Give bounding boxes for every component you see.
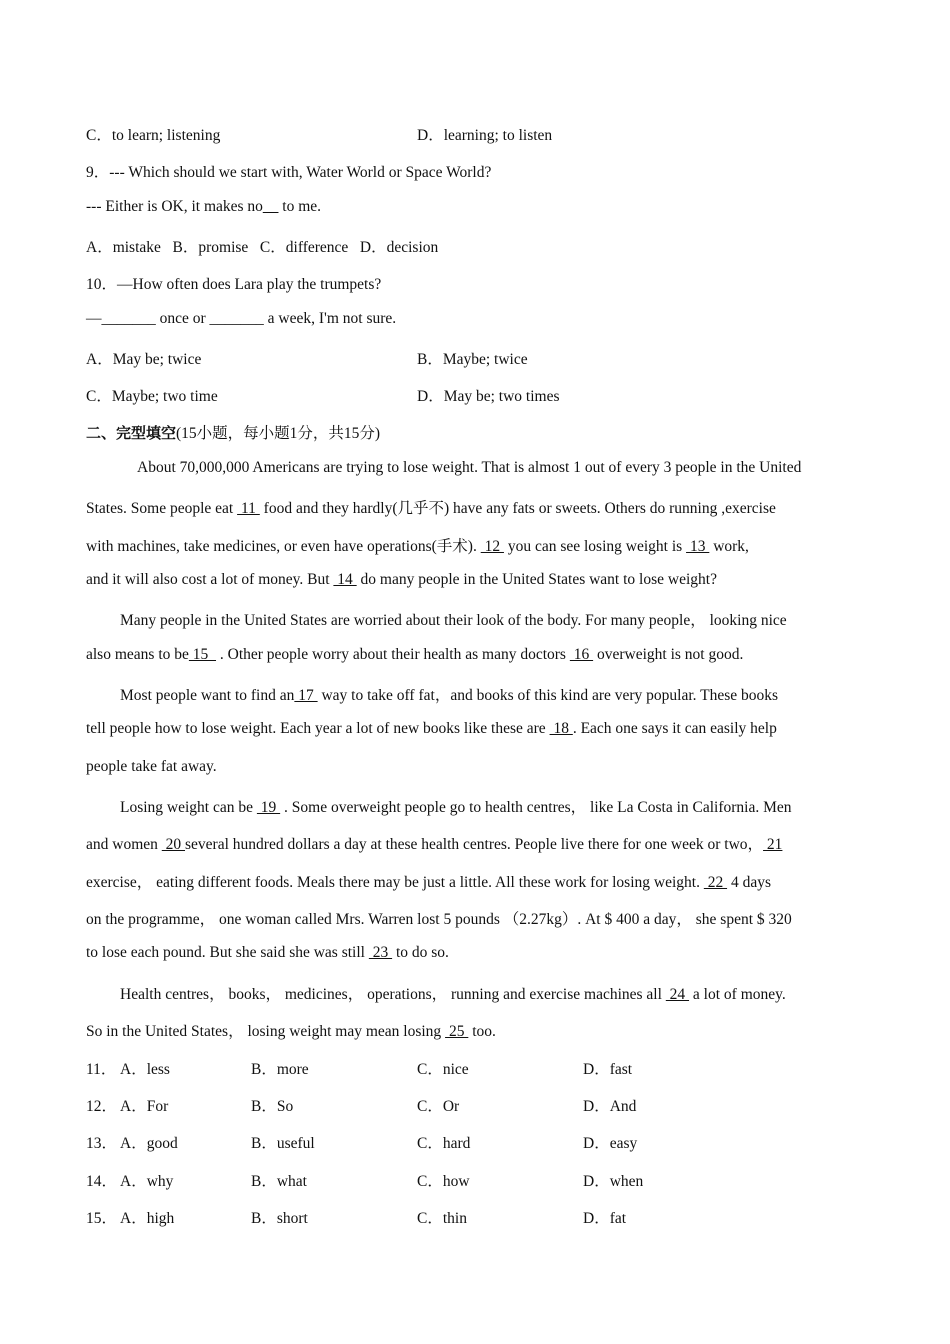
passage-text: Health centres， books， medicines， operations， running and exercise machines all [120,986,666,1003]
blank-16: 16 [569,646,594,663]
passage-text: . Other people worry about their health as many doctors [216,646,570,663]
blank-21: 21 [763,836,783,853]
passage-line-7 [120,683,778,705]
option-b: B．So [251,1098,294,1115]
q10-reply [86,310,396,328]
passage-text: So in the United States， losing weight may mean losing [86,1023,446,1040]
option-a: A．less [120,1061,170,1078]
passage-line-6 [86,646,743,664]
passage-line-12 [86,870,771,892]
passage-line-10 [120,795,792,817]
q9-reply [86,198,321,216]
passage-text: with machines, take medicines, or even have operations(手术). [86,538,481,555]
q9-blank: __ [262,198,279,215]
blank-18: 18 [549,720,573,737]
question-number: 11． [86,1061,117,1078]
passage-text: . Some overweight people go to health centres， like La Costa in California. Men [280,799,792,816]
passage-text: States. Some people eat [86,500,238,517]
passage-text: exercise， eating different foods. Meals there may be just a little. All these work for losing weight. [86,874,704,891]
blank-12: 12 [480,538,504,555]
blank-15: 15 [188,646,217,663]
q9-reply-text-b: to me. [278,198,322,215]
section-2-heading [86,421,380,443]
question-number: 14． [86,1173,118,1190]
q10-option-c: C．Maybe; two time [86,388,218,405]
q8-option-d: D．learning; to listen [417,127,553,144]
q10-option-a: A．May be; twice [86,351,202,368]
passage-text: and it will also cost a lot of money. But [86,571,334,588]
q10-blank-2: _______ [209,310,264,327]
passage-line-14 [86,944,449,962]
blank-20: 20 [161,836,186,853]
passage-line-9: people take fat away. [86,758,217,775]
passage-line-11 [86,832,782,854]
option-a: A．good [120,1135,178,1152]
blank-22: 22 [703,874,728,891]
passage-line-2 [86,496,776,518]
passage-text: tell people how to lose weight. Each year a lot of new books like these are [86,720,550,737]
passage-text: food and they hardly(几乎不) have any fats or sweets. Others do running ,exercise [259,500,776,517]
option-d: D．fast [583,1061,633,1078]
passage-text: a lot of money. [689,986,786,1003]
passage-line-16 [86,1019,496,1041]
blank-11: 11 [237,500,260,517]
passage-text: too. [468,1023,496,1040]
passage-text: also means to be [86,646,189,663]
option-d: D．when [583,1173,644,1190]
blank-23: 23 [368,944,393,961]
option-c: C．hard [417,1135,471,1152]
q8-option-c: C．to learn; listening [86,127,221,144]
q10-stem: 10．—How often does Lara play the trumpets? [86,276,382,293]
option-a: A．For [120,1098,169,1115]
passage-line-8 [86,720,777,738]
passage-text: way to take off fat，and books of this kind are very popular. These books [317,687,779,704]
passage-text: . Each one says it can easily help [572,720,777,737]
option-b: B．what [251,1173,307,1190]
option-b: B．short [251,1210,308,1227]
blank-19: 19 [256,799,281,816]
option-a: A．why [120,1173,174,1190]
blank-14: 14 [333,571,357,588]
passage-text: Losing weight can be [120,799,257,816]
blank-13: 13 [686,538,710,555]
section-2-note: (15小题，每小题1分，共15分) [176,425,381,442]
q9-reply-text-a: --- Either is OK, it makes no [86,198,263,215]
q9-stem: 9．--- Which should we start with, Water World or Space World? [86,164,492,181]
passage-text: you can see losing weight is [503,538,687,555]
passage-line-1: About 70,000,000 Americans are trying to lose weight. That is almost 1 out of every 3 people in the United [137,459,802,476]
q10-reply-mid: once or [155,310,210,327]
option-c: C．how [417,1173,470,1190]
passage-text: 4 days [727,874,771,891]
passage-text: to do so. [392,944,449,961]
option-b: B．more [251,1061,309,1078]
passage-line-15 [120,982,786,1004]
option-a: A．high [120,1210,175,1227]
section-2-title: 二、完型填空 [86,424,177,442]
blank-24: 24 [665,986,690,1003]
option-d: D．easy [583,1135,638,1152]
q9-options: A．mistake B．promise C．difference D．decision [86,239,439,256]
option-d: D．fat [583,1210,627,1227]
passage-text: and women [86,836,162,853]
blank-25: 25 [445,1023,469,1040]
option-c: C．Or [417,1098,460,1115]
option-c: C．thin [417,1210,467,1227]
question-number: 12． [86,1098,118,1115]
passage-text: to lose each pound. But she said she was still [86,944,369,961]
option-b: B．useful [251,1135,315,1152]
passage-line-13: on the programme， one woman called Mrs. Warren lost 5 pounds （2.27kg）. At $ 400 a day， she spent $ 320 [86,911,792,928]
question-number: 15． [86,1210,118,1227]
question-number: 13． [86,1135,118,1152]
option-d: D．And [583,1098,637,1115]
passage-line-3 [86,534,749,556]
q10-option-b: B．Maybe; twice [417,351,528,368]
q10-option-d: D．May be; two times [417,388,560,405]
q10-reply-end: a week, I'm not sure. [263,310,397,327]
passage-text: several hundred dollars a day at these health centres. People live there for one week or two， [185,836,764,853]
passage-text: Most people want to find an [120,687,295,704]
passage-text: do many people in the United States want to lose weight? [356,571,717,588]
passage-text: overweight is not good. [593,646,744,663]
passage-line-4 [86,571,717,589]
passage-line-5: Many people in the United States are worried about their look of the body. For many people， looking nice [120,612,787,629]
q10-blank-1: _______ [101,310,156,327]
passage-text: work, [709,538,749,555]
option-c: C．nice [417,1061,469,1078]
q10-dash: — [86,310,102,327]
blank-17: 17 [294,687,318,704]
